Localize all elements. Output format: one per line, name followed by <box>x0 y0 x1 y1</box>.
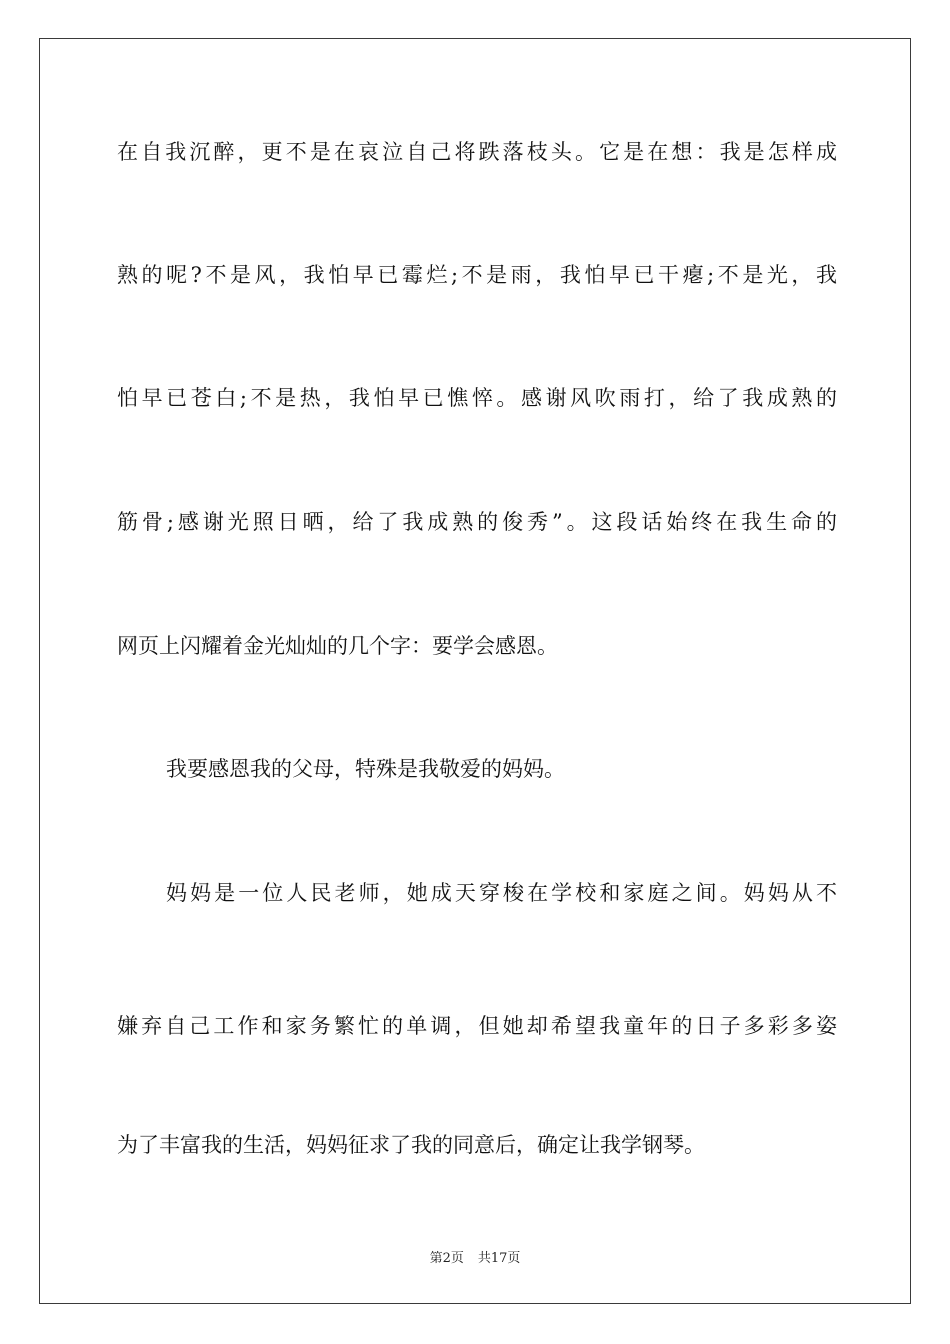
page-number: 第2页 <box>429 1251 464 1266</box>
text-line-5: 网页上闪耀着金光灿灿的几个字：要学会感恩。 <box>117 634 558 658</box>
text-line-9: 为了丰富我的生活，妈妈征求了我的同意后，确定让我学钢琴。 <box>117 1133 705 1157</box>
page-total: 共17页 <box>477 1251 521 1266</box>
text-line-2: 熟的呢?不是风，我怕早已霉烂;不是雨，我怕早已干瘪;不是光，我 <box>117 263 837 287</box>
page-footer <box>0 1247 950 1266</box>
text-line-1: 在自我沉醉，更不是在哀泣自己将跌落枝头。它是在想：我是怎样成 <box>117 140 837 164</box>
text-line-8: 嫌弃自己工作和家务繁忙的单调，但她却希望我童年的日子多彩多姿 <box>117 1014 837 1038</box>
page-border <box>39 38 911 1304</box>
text-line-7: 妈妈是一位人民老师，她成天穿梭在学校和家庭之间。妈妈从不 <box>166 881 837 905</box>
text-line-4: 筋骨;感谢光照日晒，给了我成熟的俊秀”。这段话始终在我生命的 <box>117 510 837 534</box>
text-line-6: 我要感恩我的父母，特殊是我敬爱的妈妈。 <box>166 757 565 781</box>
text-line-3: 怕早已苍白;不是热，我怕早已憔悴。感谢风吹雨打，给了我成熟的 <box>117 386 837 410</box>
